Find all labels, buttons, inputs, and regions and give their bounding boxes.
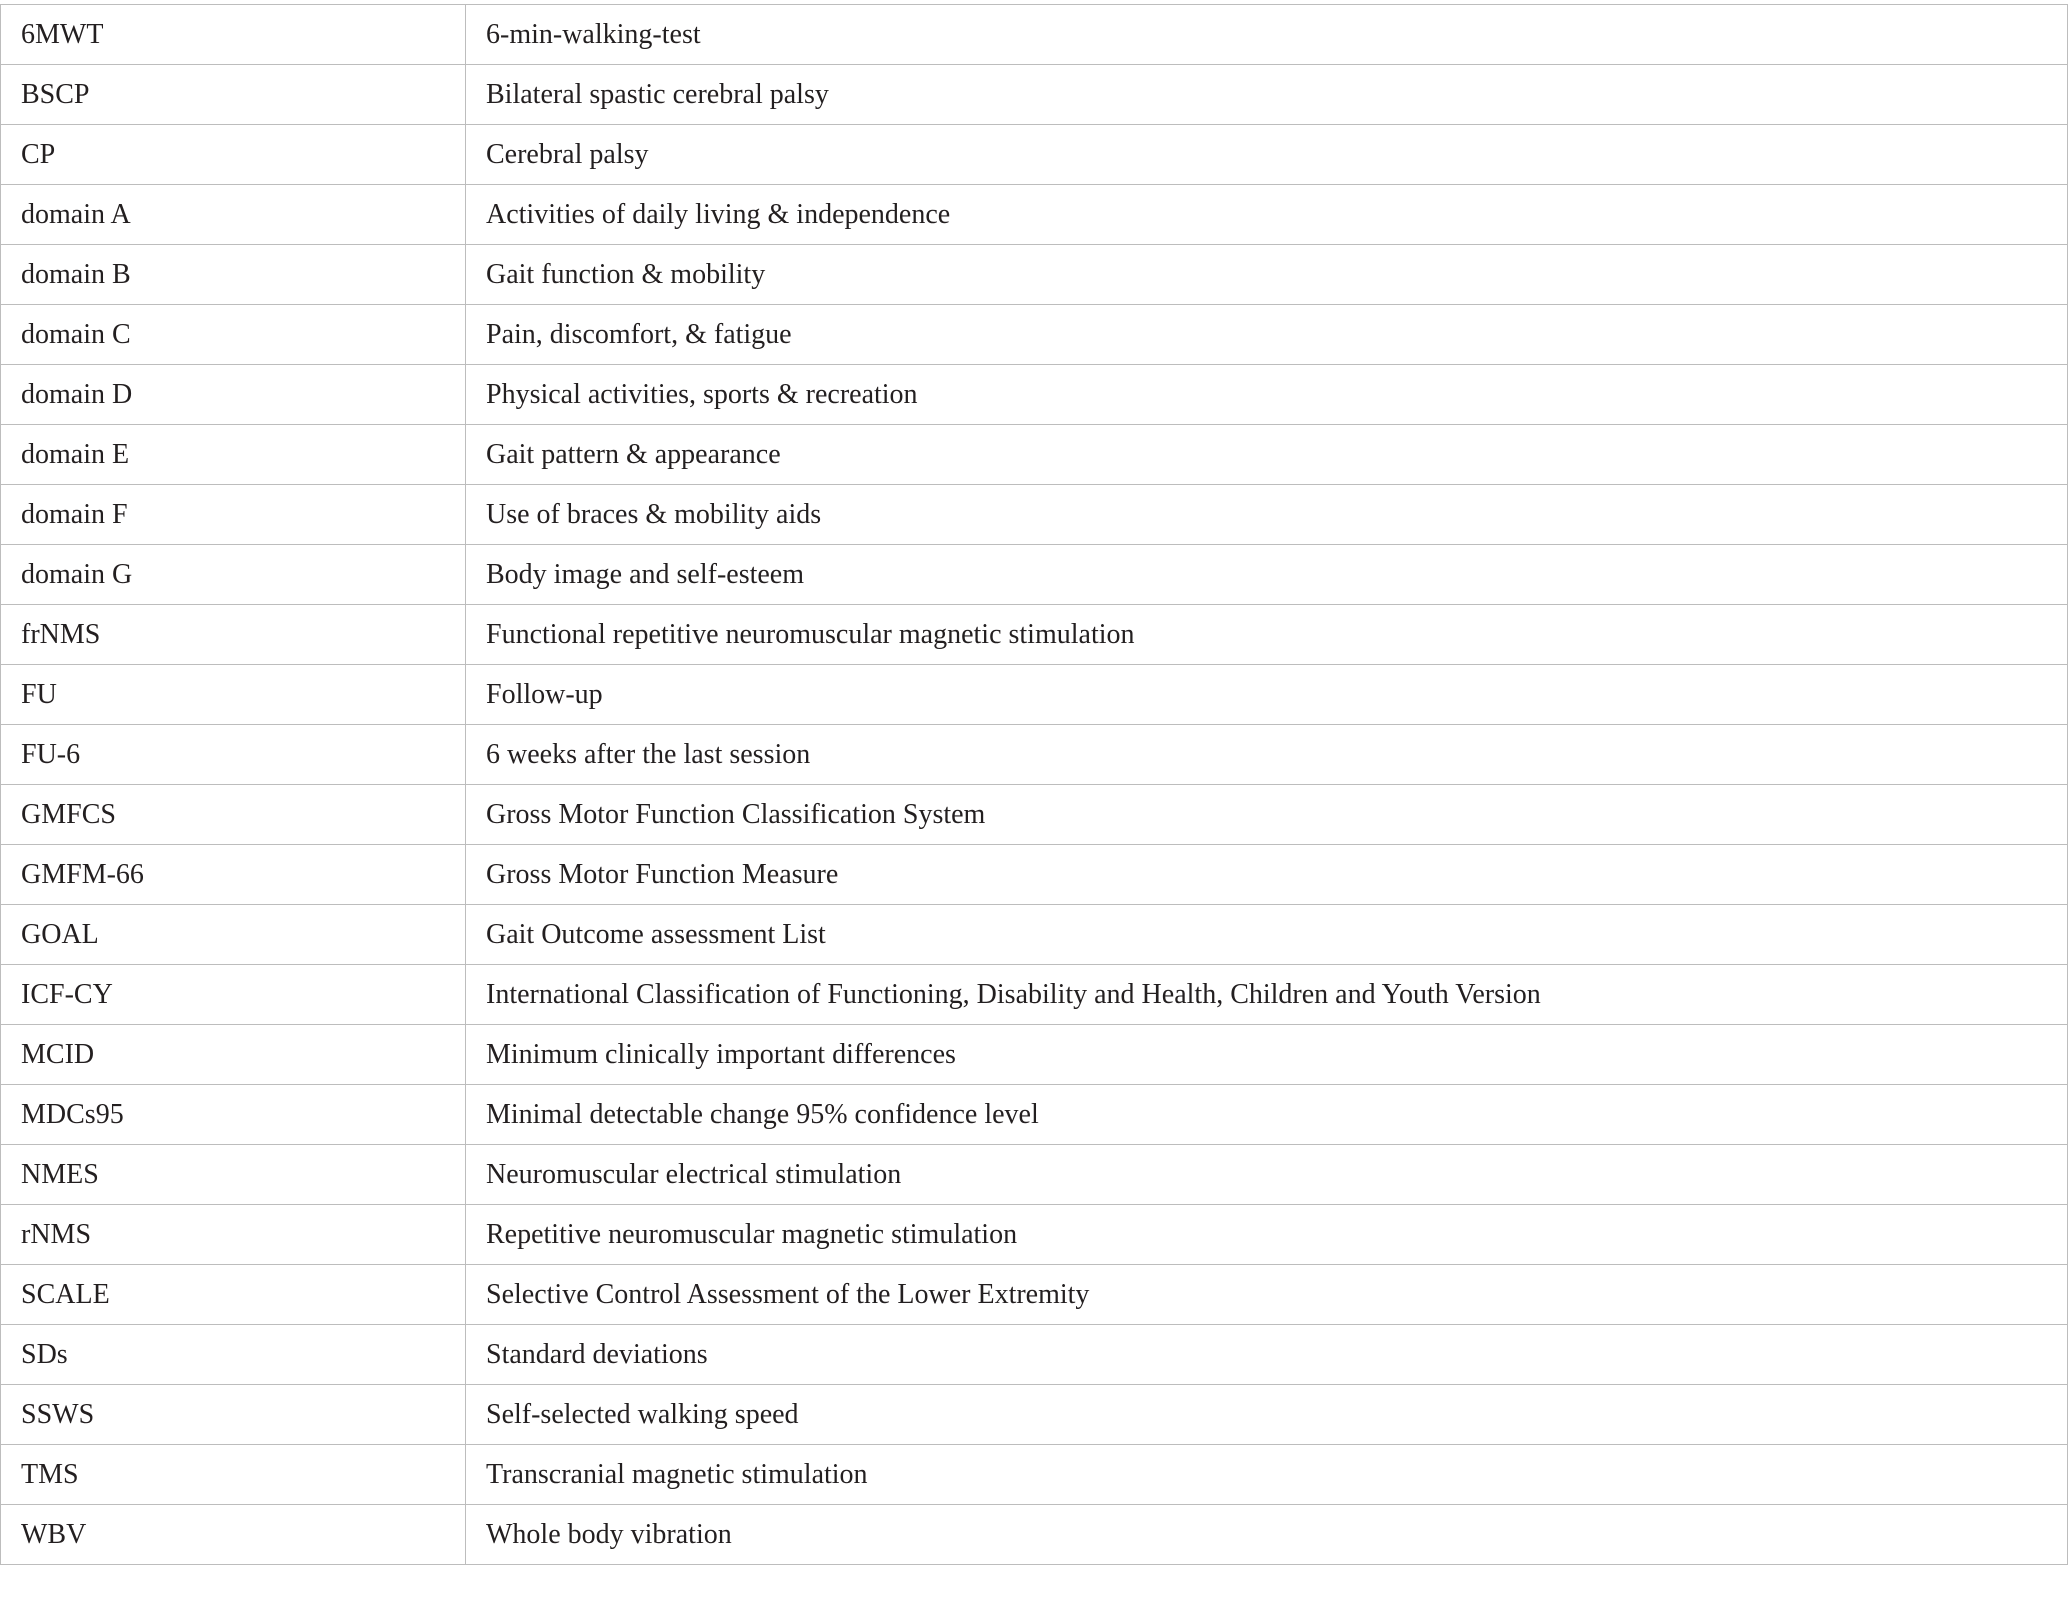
- table-row: [1, 245, 2068, 305]
- table-row: [1, 425, 2068, 485]
- definition-cell: Follow-up: [466, 665, 2068, 725]
- table-row: [1, 965, 2068, 1025]
- definition-cell: Gross Motor Function Measure: [466, 845, 2068, 905]
- abbreviation-cell: SDs: [1, 1325, 466, 1385]
- definition-cell: Standard deviations: [466, 1325, 2068, 1385]
- abbreviations-table-container: [0, 4, 2067, 1565]
- abbreviation-cell: domain F: [1, 485, 466, 545]
- definition-cell: International Classification of Functioning, Disability and Health, Children and Youth Version: [466, 965, 2068, 1025]
- table-row: [1, 185, 2068, 245]
- table-row: [1, 725, 2068, 785]
- definition-cell: Transcranial magnetic stimulation: [466, 1445, 2068, 1505]
- definition-cell: Repetitive neuromuscular magnetic stimulation: [466, 1205, 2068, 1265]
- table-row: [1, 1325, 2068, 1385]
- abbreviation-cell: MCID: [1, 1025, 466, 1085]
- abbreviation-cell: domain D: [1, 365, 466, 425]
- abbreviation-cell: BSCP: [1, 65, 466, 125]
- table-row: [1, 125, 2068, 185]
- abbreviation-cell: domain E: [1, 425, 466, 485]
- definition-cell: Physical activities, sports & recreation: [466, 365, 2068, 425]
- definition-cell: Whole body vibration: [466, 1505, 2068, 1565]
- table-row: [1, 485, 2068, 545]
- definition-cell: Gait pattern & appearance: [466, 425, 2068, 485]
- definition-cell: Gross Motor Function Classification System: [466, 785, 2068, 845]
- table-row: [1, 1205, 2068, 1265]
- abbreviation-cell: domain C: [1, 305, 466, 365]
- definition-cell: 6 weeks after the last session: [466, 725, 2068, 785]
- definition-cell: Use of braces & mobility aids: [466, 485, 2068, 545]
- definition-cell: Gait Outcome assessment List: [466, 905, 2068, 965]
- table-row: [1, 1145, 2068, 1205]
- definition-cell: Selective Control Assessment of the Lower Extremity: [466, 1265, 2068, 1325]
- abbreviation-cell: domain A: [1, 185, 466, 245]
- abbreviation-cell: SCALE: [1, 1265, 466, 1325]
- table-row: [1, 785, 2068, 845]
- table-row: [1, 1025, 2068, 1085]
- table-row: [1, 1505, 2068, 1565]
- abbreviation-cell: frNMS: [1, 605, 466, 665]
- abbreviation-cell: domain B: [1, 245, 466, 305]
- abbreviation-cell: WBV: [1, 1505, 466, 1565]
- table-row: [1, 5, 2068, 65]
- abbreviation-cell: 6MWT: [1, 5, 466, 65]
- abbreviation-cell: NMES: [1, 1145, 466, 1205]
- definition-cell: Activities of daily living & independence: [466, 185, 2068, 245]
- table-row: [1, 905, 2068, 965]
- definition-cell: Pain, discomfort, & fatigue: [466, 305, 2068, 365]
- table-row: [1, 1445, 2068, 1505]
- table-body: [1, 5, 2068, 1565]
- definition-cell: Functional repetitive neuromuscular magnetic stimulation: [466, 605, 2068, 665]
- definition-cell: Bilateral spastic cerebral palsy: [466, 65, 2068, 125]
- definition-cell: Self-selected walking speed: [466, 1385, 2068, 1445]
- table-row: [1, 665, 2068, 725]
- table-row: [1, 1085, 2068, 1145]
- abbreviation-cell: FU-6: [1, 725, 466, 785]
- abbreviation-cell: domain G: [1, 545, 466, 605]
- abbreviation-cell: TMS: [1, 1445, 466, 1505]
- definition-cell: Body image and self-esteem: [466, 545, 2068, 605]
- abbreviation-cell: rNMS: [1, 1205, 466, 1265]
- abbreviation-cell: GMFM-66: [1, 845, 466, 905]
- abbreviation-cell: CP: [1, 125, 466, 185]
- abbreviation-cell: GOAL: [1, 905, 466, 965]
- abbreviation-cell: MDCs95: [1, 1085, 466, 1145]
- table-row: [1, 605, 2068, 665]
- definition-cell: Neuromuscular electrical stimulation: [466, 1145, 2068, 1205]
- abbreviation-cell: GMFCS: [1, 785, 466, 845]
- definition-cell: Minimum clinically important differences: [466, 1025, 2068, 1085]
- abbreviation-cell: FU: [1, 665, 466, 725]
- abbreviation-cell: ICF-CY: [1, 965, 466, 1025]
- table-row: [1, 365, 2068, 425]
- definition-cell: Minimal detectable change 95% confidence level: [466, 1085, 2068, 1145]
- abbreviations-table: [0, 4, 2068, 1565]
- definition-cell: Cerebral palsy: [466, 125, 2068, 185]
- table-row: [1, 305, 2068, 365]
- table-row: [1, 1385, 2068, 1445]
- table-row: [1, 65, 2068, 125]
- definition-cell: Gait function & mobility: [466, 245, 2068, 305]
- table-row: [1, 1265, 2068, 1325]
- table-row: [1, 845, 2068, 905]
- abbreviation-cell: SSWS: [1, 1385, 466, 1445]
- definition-cell: 6-min-walking-test: [466, 5, 2068, 65]
- table-row: [1, 545, 2068, 605]
